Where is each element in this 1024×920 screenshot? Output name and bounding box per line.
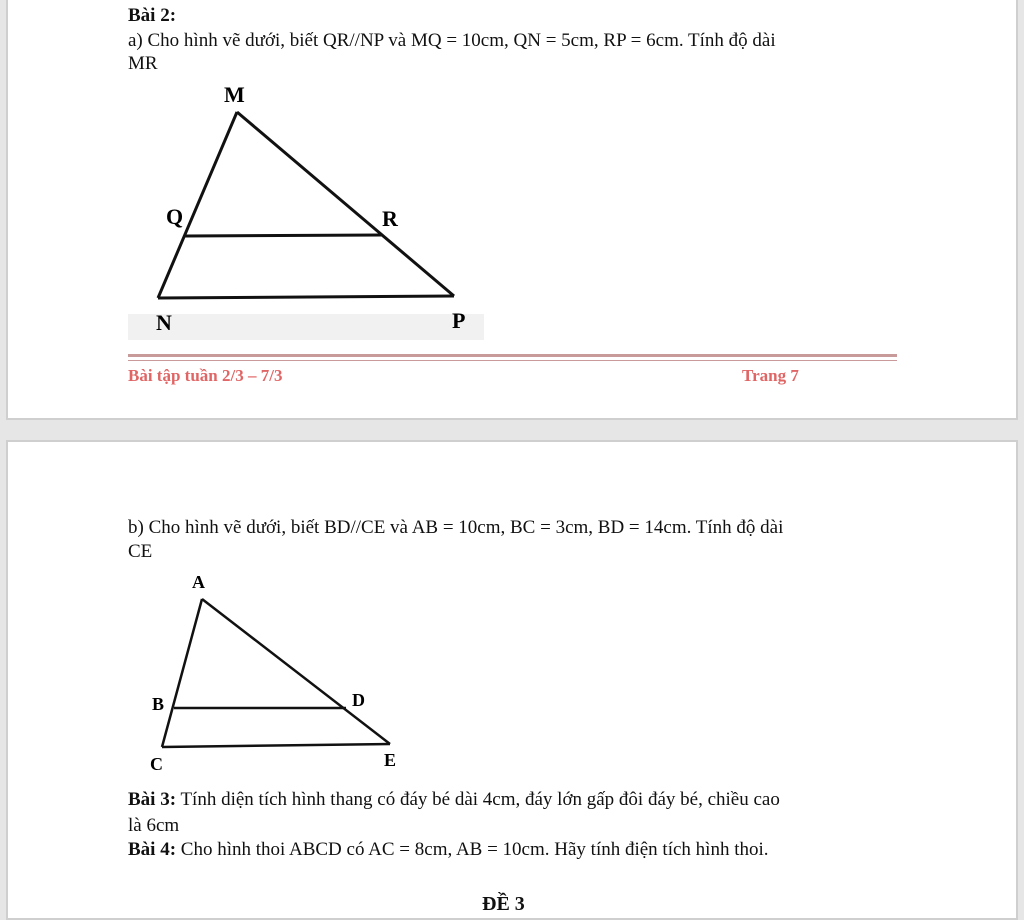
exercise-2-heading: Bài 2: [128,5,177,26]
label-N: N [156,310,172,335]
footer-left: Bài tập tuần 2/3 – 7/3 [128,366,283,385]
part-b-text-line1: b) Cho hình vẽ dưới, biết BD//CE và AB = 10cm, BC = 3cm, BD = 14cm. Tính độ dài [128,517,784,538]
label-P: P [452,308,466,333]
section-title: ĐỀ 3 [482,893,525,915]
side-AE [202,599,390,744]
footer-rule-thin [128,360,897,361]
label-Q: Q [166,204,184,229]
figure-a-scan-band [128,314,484,340]
label-A: A [192,572,205,592]
side-NP [158,296,454,298]
part-a-text-line2: MR [128,53,158,74]
segment-CE [162,744,390,747]
label-D: D [352,690,365,710]
footer-page-number: Trang 7 [742,366,799,385]
segment-QR [185,235,382,236]
exercise-3-text: Tính diện tích hình thang có đáy bé dài 4cm, đáy lớn gấp đôi đáy bé, chiều cao [176,789,780,810]
exercise-4-text: Cho hình thoi ABCD có AC = 8cm, AB = 10cm. Hãy tính điện tích hình thoi. [176,839,769,860]
exercise-3-label: Bài 3: [128,789,177,810]
label-E: E [384,750,397,770]
document-page-1 [6,0,1018,420]
label-B: B [152,694,165,714]
document-page-2 [6,440,1018,920]
exercise-4-label: Bài 4: [128,839,177,860]
label-M: M [224,82,245,107]
side-AC [162,599,202,747]
footer-rule-thick [128,354,897,357]
exercise-3-line2: là 6cm [128,815,180,836]
label-R: R [382,206,398,231]
exercise-3-line1 [128,788,780,812]
part-b-text-line2: CE [128,541,153,562]
exercise-4-line [128,838,769,862]
part-a-text-line1: a) Cho hình vẽ dưới, biết QR//NP và MQ = 10cm, QN = 5cm, RP = 6cm. Tính độ dài [128,30,776,51]
label-C: C [150,754,163,774]
triangle-figure-b [140,568,410,778]
triangle-figure-a [126,78,486,340]
